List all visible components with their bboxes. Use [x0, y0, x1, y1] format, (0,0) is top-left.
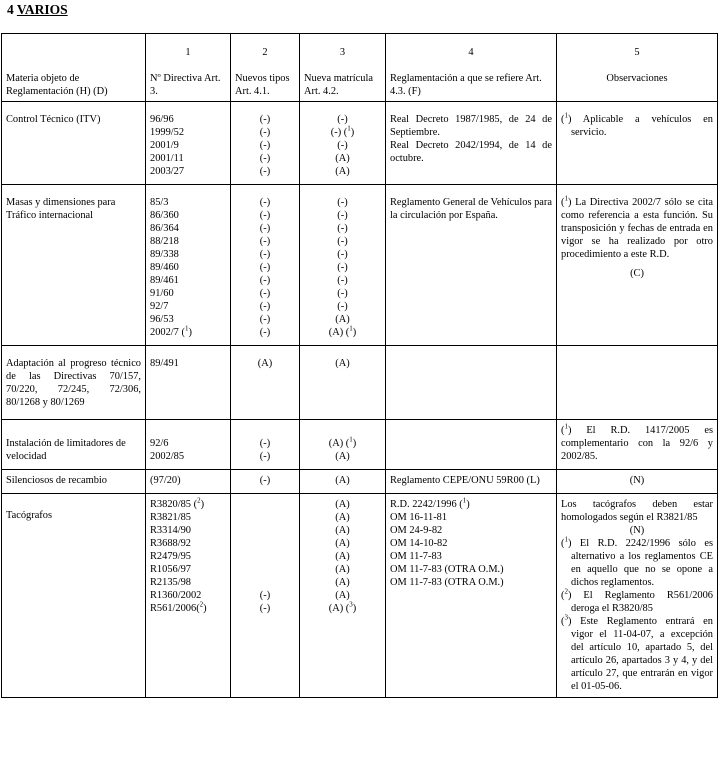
- value: (-): [259, 127, 271, 138]
- directiva: 92/7: [150, 301, 169, 312]
- value: (-): [337, 236, 348, 247]
- value: (-): [259, 114, 271, 125]
- reglamentacion-item: Reglamento CEPE/ONU 59R00 (L): [390, 475, 540, 486]
- footnote-mark: 1: [349, 324, 353, 333]
- table-row: [2, 420, 718, 470]
- value: (-): [337, 288, 348, 299]
- value-with-note: (A) ($^1$): [328, 435, 357, 449]
- row-nuevos: [231, 185, 300, 346]
- row-materia: Silenciosos de recambio: [2, 470, 146, 494]
- obs-note: ($^3$) Este Reglamento entrará en vigor el 11-04-07, a excepción del artículo 10, apartado 5, del artículo 26, apartados 3 y 4, y del artículo 27, que entrarán en vigor el 01-05-06.: [561, 613, 713, 692]
- obs-text: La Directiva 2002/7 sólo se cita como referencia a esta función. Su transposición y fechas de entrada en vigor se ha realizado por otro procedimiento a este R.D.: [561, 197, 713, 260]
- row-reglamentacion: [386, 470, 557, 494]
- value: [235, 563, 295, 576]
- row-matricula: [300, 185, 386, 346]
- value: (A): [335, 358, 350, 369]
- header-c2-label: Nuevos tipos Art. 4.1.: [235, 73, 290, 97]
- row-nuevos: [231, 420, 300, 470]
- directiva: R3688/92: [150, 538, 191, 549]
- reglamentacion-item: OM 11-7-83 (OTRA O.M.): [390, 564, 504, 575]
- value: (-): [259, 166, 271, 177]
- section-number: 4: [7, 2, 14, 17]
- value: (-): [259, 223, 271, 234]
- row-observaciones: [557, 346, 718, 420]
- reglamentacion-item: R.D. 2242/1996: [390, 499, 457, 510]
- value: (-): [259, 327, 271, 338]
- footnote-mark: 2: [197, 496, 201, 505]
- footnote-mark: 1: [564, 422, 568, 431]
- value: (A): [328, 327, 344, 338]
- row-observaciones: [557, 102, 718, 185]
- obs-note: ($^1$) La Directiva 2002/7 sólo se cita como referencia a esta función. Su transposición y fechas de entrada en vigor se ha realizado por otro procedimiento a este R.D.: [561, 194, 713, 260]
- reglamentacion-item: OM 24-9-82: [390, 525, 443, 536]
- value: [235, 524, 295, 537]
- obs-text: Este Reglamento entrará en vigor el 11-04-07, a excepción del artículo 10, apartado 5, del artículo 26, apartados 3 y 4, y del artículo 27, que entrarán en vigor el 01-05-06.: [571, 616, 713, 692]
- value: (A): [335, 577, 350, 588]
- obs-code: (N): [629, 475, 645, 486]
- obs-note: ($^1$) El R.D. 2242/1996 sólo es alternativo a los reglamentos CE en aquello que no se opone a dichos reglamentos.: [561, 535, 713, 588]
- value: (-): [259, 438, 271, 449]
- row-materia: Control Técnico (ITV): [2, 102, 146, 185]
- row-nuevos: [231, 102, 300, 185]
- value: (A): [335, 564, 350, 575]
- value: (-): [259, 236, 271, 247]
- directiva: 2001/9: [150, 140, 179, 151]
- value: (-): [259, 140, 271, 151]
- row-matricula: [300, 102, 386, 185]
- directiva: 96/53: [150, 314, 174, 325]
- footnote-mark: 2: [564, 587, 568, 596]
- row-materia: Adaptación al progreso técnico de las Directivas 70/157, 70/220, 72/245, 72/306, 80/1268 y 80/1269: [2, 346, 146, 420]
- obs-text: Los tacógrafos deben estar homologados según el R3821/85: [561, 499, 713, 523]
- header-col-1: [146, 34, 231, 102]
- reglamentacion-item: OM 11-7-83 (OTRA O.M.): [390, 577, 504, 588]
- obs-note: ($^2$) El Reglamento R561/2006 deroga el R3820/85: [561, 587, 714, 614]
- table-header-row: [2, 34, 718, 102]
- col-number-3: 3: [339, 47, 346, 58]
- section-title: [7, 2, 68, 18]
- directiva: 86/364: [150, 223, 179, 234]
- value: [235, 511, 295, 524]
- header-col-3: [300, 34, 386, 102]
- value: (-): [259, 262, 271, 273]
- row-directivas: [146, 494, 231, 698]
- col-number-2: 2: [262, 47, 268, 58]
- directiva: 2002/7: [150, 327, 179, 338]
- directiva: 2002/85: [150, 451, 185, 462]
- row-directivas: [146, 470, 231, 494]
- value: (A): [335, 538, 350, 549]
- header-col-2: [231, 34, 300, 102]
- value: (-): [259, 451, 271, 462]
- row-observaciones: [557, 185, 718, 346]
- reglamentacion-item-with-note: R.D. 2242/1996 ($^1$): [390, 496, 470, 510]
- directiva: R3314/90: [150, 525, 191, 536]
- directiva: 89/491: [150, 358, 179, 369]
- row-nuevos: [231, 346, 300, 420]
- obs-text: Aplicable a vehículos en servicio.: [571, 114, 713, 138]
- value: (A): [335, 590, 350, 601]
- row-reglamentacion: [386, 420, 557, 470]
- value: (-): [259, 210, 271, 221]
- value: (-): [259, 275, 271, 286]
- table-row: [2, 102, 718, 185]
- value: (-): [259, 153, 271, 164]
- row-matricula: [300, 346, 386, 420]
- header-c1-label: Nº Directiva Art. 3.: [150, 73, 221, 97]
- value: (-): [337, 140, 348, 151]
- row-nuevos: [231, 470, 300, 494]
- value: (-): [259, 197, 271, 208]
- obs-text: El R.D. 2242/1996 sólo es alternativo a los reglamentos CE en aquello que no se opone a dichos reglamentos.: [571, 538, 713, 588]
- directiva: R3821/85: [150, 512, 191, 523]
- row-matricula: [300, 470, 386, 494]
- row-directivas: [146, 185, 231, 346]
- value: (A): [335, 512, 350, 523]
- value: [235, 537, 295, 550]
- row-reglamentacion: [386, 346, 557, 420]
- value: (-): [259, 314, 271, 325]
- directiva: 96/96: [150, 114, 174, 125]
- value-with-note: (A) ($^3$): [328, 600, 357, 614]
- directiva: 85/3: [150, 197, 169, 208]
- reglamentacion-item: Real Decreto 1987/1985, de 24 de Septiembre.: [390, 114, 552, 138]
- directiva: 88/218: [150, 236, 179, 247]
- directiva-with-note: R3820/85 ($^2$): [150, 496, 205, 510]
- row-nuevos: [231, 494, 300, 698]
- directiva: R2135/98: [150, 577, 191, 588]
- header-materia: [2, 34, 146, 102]
- directiva: R561/2006: [150, 603, 197, 614]
- directiva: 89/460: [150, 262, 179, 273]
- value: [235, 550, 295, 563]
- reglamentacion-item: OM 11-7-83: [390, 551, 442, 562]
- row-directivas: [146, 346, 231, 420]
- directiva: 2003/27: [150, 166, 185, 177]
- value: (A): [328, 438, 344, 449]
- footnote-mark: 3: [349, 600, 353, 609]
- row-reglamentacion: [386, 102, 557, 185]
- directiva: 2001/11: [150, 153, 184, 164]
- obs-note: ($^1$) Aplicable a vehículos en servicio.: [561, 111, 713, 138]
- directiva: 91/60: [150, 288, 174, 299]
- value-with-note: (A) ($^1$): [328, 324, 357, 338]
- directiva-with-note: R561/2006($^2$): [150, 600, 207, 614]
- value: (-): [337, 249, 348, 260]
- value: (A): [335, 451, 350, 462]
- obs-code: (N): [629, 525, 645, 536]
- value: (-): [259, 301, 271, 312]
- row-materia: Masas y dimensiones para Tráfico internacional: [2, 185, 146, 346]
- row-materia: Tacógrafos: [2, 494, 146, 698]
- directiva: R1360/2002: [150, 590, 202, 601]
- reglamentacion-item: OM 16-11-81: [390, 512, 448, 523]
- regulation-table: [1, 33, 718, 698]
- row-directivas: [146, 102, 231, 185]
- value-with-note: (-) ($^1$): [330, 124, 355, 138]
- value: (A): [335, 499, 350, 510]
- table-row: [2, 185, 718, 346]
- obs-note: ($^1$) El R.D. 1417/2005 es complementario con la 92/6 y 2002/85.: [561, 422, 713, 462]
- value: (-): [337, 197, 348, 208]
- value: [235, 498, 295, 511]
- footnote-mark: 1: [564, 194, 568, 203]
- value: (-): [259, 249, 271, 260]
- value: (-): [337, 301, 348, 312]
- header-c5-label: Observaciones: [606, 73, 668, 84]
- col-number-5: 5: [634, 47, 640, 58]
- obs-text: El Reglamento R561/2006 deroga el R3820/85: [571, 590, 714, 614]
- obs-code: (C): [630, 268, 644, 279]
- header-c3-label: Nueva matrícula Art. 4.2.: [304, 73, 373, 97]
- value: [235, 576, 295, 589]
- table-row: [2, 494, 718, 698]
- directiva: 92/6: [150, 438, 169, 449]
- value: (-): [337, 223, 348, 234]
- obs-text: El R.D. 1417/2005 es complementario con la 92/6 y 2002/85.: [561, 425, 713, 462]
- footnote-mark: 1: [349, 435, 353, 444]
- value: (-): [259, 288, 271, 299]
- value: (A): [328, 603, 344, 614]
- value: (-): [259, 603, 271, 614]
- value: (A): [335, 475, 350, 486]
- value: (A): [335, 314, 350, 325]
- value: (-): [337, 210, 348, 221]
- table-row: [2, 470, 718, 494]
- value: (-): [259, 590, 271, 601]
- row-directivas: [146, 420, 231, 470]
- directiva: 89/338: [150, 249, 179, 260]
- row-observaciones: [557, 420, 718, 470]
- value: (A): [335, 551, 350, 562]
- header-c4-label: Reglamentación a que se refiere Art. 4.3. (F): [390, 73, 542, 97]
- directiva: (97/20): [150, 475, 181, 486]
- directiva: 1999/52: [150, 127, 185, 138]
- footnote-mark: 2: [199, 600, 204, 609]
- value: (A): [335, 525, 350, 536]
- row-reglamentacion: [386, 185, 557, 346]
- reglamentacion-item: OM 14-10-82: [390, 538, 448, 549]
- directiva: 89/461: [150, 275, 179, 286]
- header-materia-label: Materia objeto de Reglamentación (H) (D): [6, 73, 108, 97]
- directiva: 86/360: [150, 210, 179, 221]
- footnote-mark: 1: [564, 111, 568, 120]
- footnote-mark: 1: [564, 535, 568, 544]
- col-number-4: 4: [468, 47, 474, 58]
- footnote-mark: 1: [347, 124, 351, 133]
- header-col-4: [386, 34, 557, 102]
- value: (A): [257, 358, 273, 369]
- directiva-with-note: 2002/7 ($^1$): [150, 324, 192, 338]
- directiva: R2479/95: [150, 551, 191, 562]
- footnote-mark: 3: [564, 613, 568, 622]
- value: (-): [330, 127, 342, 138]
- reglamentacion-item: Real Decreto 2042/1994, de 14 de octubre.: [390, 140, 552, 164]
- directiva: R3820/85: [150, 499, 191, 510]
- col-number-1: 1: [185, 47, 191, 58]
- row-materia: Instalación de limitadores de velocidad: [2, 420, 146, 470]
- footnote-mark: 1: [184, 324, 189, 333]
- section-heading: VARIOS: [16, 2, 68, 17]
- value: (-): [337, 262, 348, 273]
- row-observaciones: [557, 494, 718, 698]
- value: (A): [335, 153, 350, 164]
- value: (-): [337, 114, 348, 125]
- row-reglamentacion: [386, 494, 557, 698]
- value: (-): [259, 475, 271, 486]
- table-row: [2, 346, 718, 420]
- row-observaciones: [557, 470, 718, 494]
- row-matricula: [300, 420, 386, 470]
- reglamentacion-item: Reglamento General de Vehículos para la circulación por España.: [390, 197, 552, 221]
- directiva: R1056/97: [150, 564, 191, 575]
- footnote-mark: 1: [462, 496, 467, 505]
- value: (-): [337, 275, 348, 286]
- row-matricula: [300, 494, 386, 698]
- header-col-5: [557, 34, 718, 102]
- value: (A): [335, 166, 350, 177]
